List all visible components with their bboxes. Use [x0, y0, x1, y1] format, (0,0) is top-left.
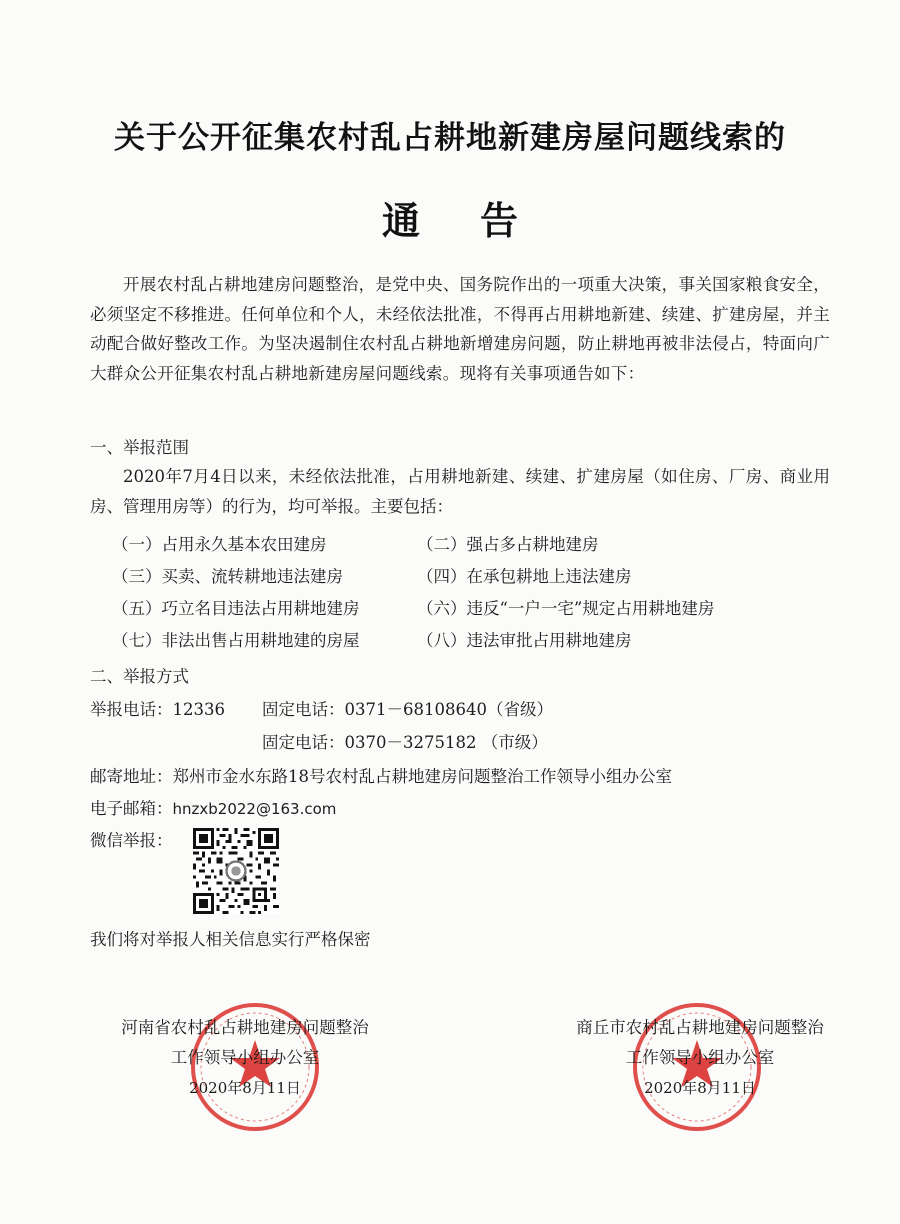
email-address[interactable]: hnzxb2022@163.com	[172, 800, 337, 818]
list-item: （六）违反“一户一宅”规定占用耕地建房	[417, 599, 715, 618]
wechat-label: 微信举报：	[90, 831, 173, 850]
fixed-phone-row-2	[262, 731, 548, 755]
hotline-row	[90, 698, 225, 722]
signature-date: 2020年8月11日	[644, 1079, 756, 1097]
list-item: （七）非法出售占用耕地建的房屋	[112, 631, 360, 650]
email-row	[90, 797, 336, 821]
list-item: （五）巧立名目违法占用耕地建房	[112, 599, 360, 618]
hotline-label: 举报电话：	[90, 700, 173, 719]
fixed-phone-city[interactable]: 0370－3275182 （市级）	[344, 733, 548, 752]
list-item: （三）买卖、流转耕地违法建房	[112, 567, 343, 586]
signature-org-line1: 商丘市农村乱占耕地建房问题整治	[576, 1018, 824, 1037]
confidential-note: 我们将对举报人相关信息实行严格保密	[90, 930, 371, 949]
list-item: （八）违法审批占用耕地建房	[417, 631, 632, 650]
section1-heading: 一、举报范围	[90, 438, 189, 457]
fixed-phone-label: 固定电话：	[262, 733, 345, 752]
mail-label: 邮寄地址：	[90, 767, 173, 786]
signature-left	[80, 1013, 410, 1103]
list-item: （一）占用永久基本农田建房	[112, 535, 327, 554]
list-item: （四）在承包耕地上违法建房	[417, 567, 632, 586]
section2-heading: 二、举报方式	[90, 667, 189, 686]
email-label: 电子邮箱：	[90, 799, 173, 818]
notice-subtitle: 通告	[381, 198, 578, 243]
fixed-phone-row-1	[262, 698, 553, 722]
list-item: （二）强占多占耕地建房	[417, 535, 599, 554]
hotline-number[interactable]: 12336	[172, 700, 225, 719]
mail-row	[90, 765, 672, 789]
mail-address: 郑州市金水东路18号农村乱占耕地建房问题整治工作领导小组办公室	[172, 767, 672, 786]
signature-org-line1: 河南省农村乱占耕地建房问题整治	[121, 1018, 369, 1037]
signature-date: 2020年8月11日	[189, 1079, 301, 1097]
fixed-phone-provincial[interactable]: 0371－68108640（省级）	[344, 700, 553, 719]
signature-org-line2: 工作领导小组办公室	[625, 1048, 775, 1067]
fixed-phone-label: 固定电话：	[262, 700, 345, 719]
scope-paragraph: 2020年7月4日以来，未经依法批准，占用耕地新建、续建、扩建房屋（如住房、厂房、商业用房、管理用房等）的行为，均可举报。主要包括：	[90, 467, 830, 516]
signature-org-line2: 工作领导小组办公室	[170, 1048, 320, 1067]
notice-title: 关于公开征集农村乱占耕地新建房屋问题线索的	[114, 120, 786, 156]
signature-right	[535, 1013, 865, 1103]
intro-paragraph: 开展农村乱占耕地建房问题整治，是党中央、国务院作出的一项重大决策，事关国家粮食安全，必须坚定不移推进。任何单位和个人，未经依法批准，不得再占用耕地新建、续建、扩建房屋，并主动配合做好整改工作。为坚决遏制住农村乱占耕地新增建房问题，防止耕地再被非法侵占，特面向广大群众公开征集农村乱占耕地新建房屋问题线索。现将有关事项通告如下：	[90, 275, 830, 383]
wechat-qr-icon[interactable]	[193, 828, 279, 914]
